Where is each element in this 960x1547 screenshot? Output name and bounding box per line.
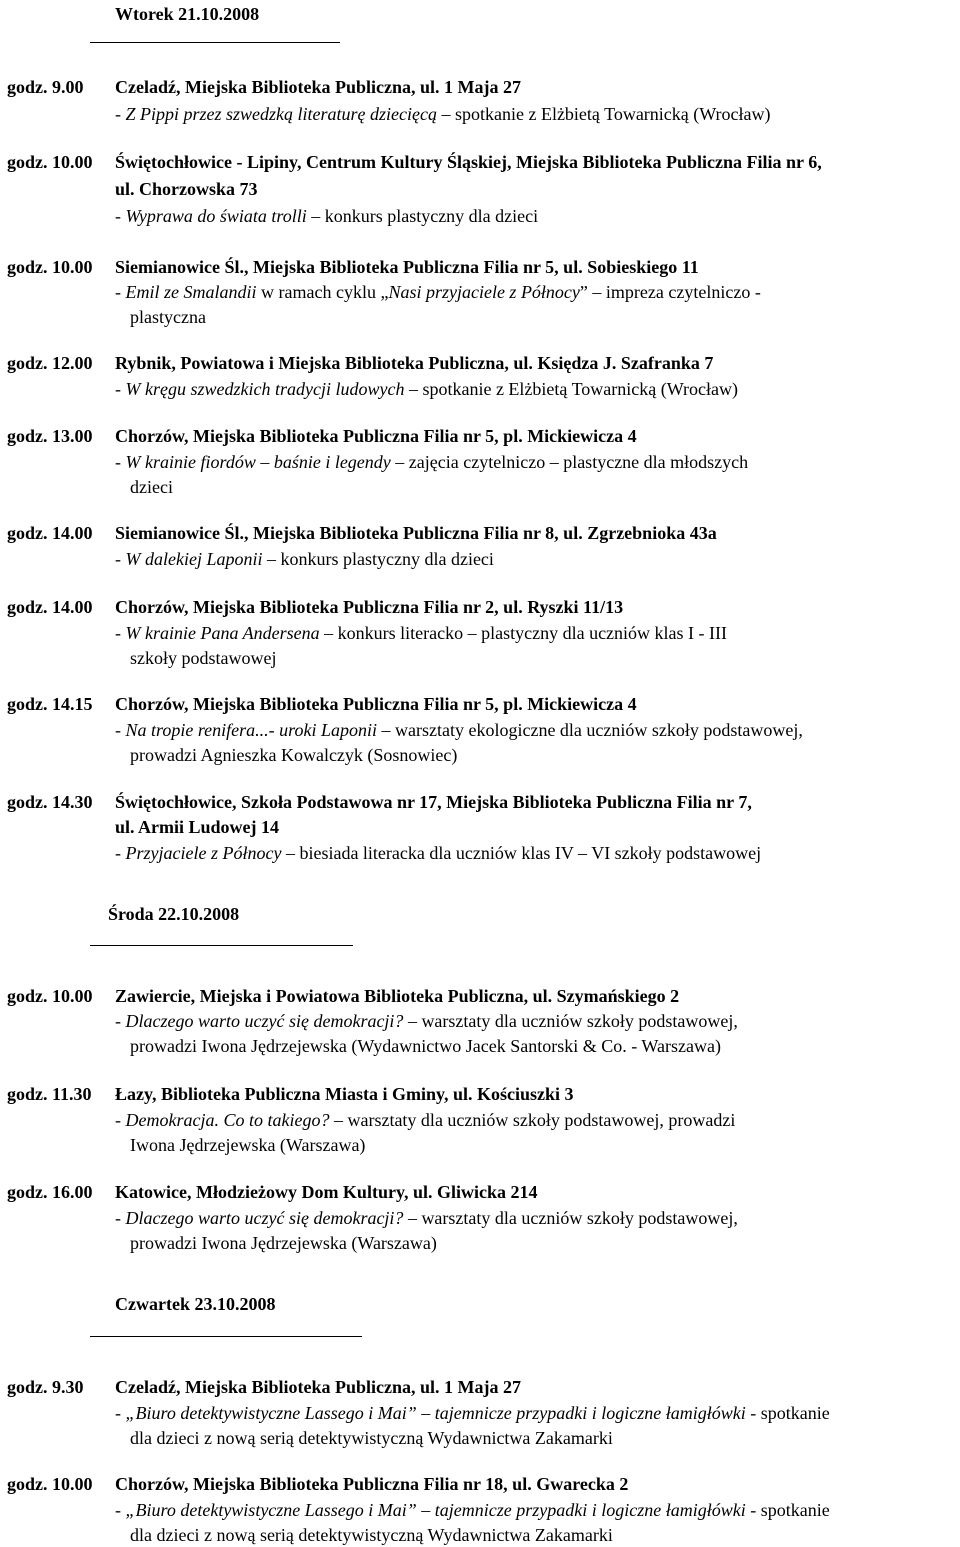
event-description — [130, 1133, 365, 1157]
event-description — [115, 1401, 830, 1425]
event-details: – konkurs literacko – plastyczny dla uczniów klas I - III — [319, 623, 728, 643]
event-time: godz. 14.00 — [7, 523, 93, 543]
event-title: Demokracja. Co to takiego? — [125, 1110, 330, 1130]
event-details: szkoły podstawowej — [130, 648, 277, 668]
event-description — [130, 475, 173, 499]
event-description — [115, 1009, 738, 1033]
day-heading: Czwartek 23.10.2008 — [115, 1294, 276, 1314]
event-title: Nasi przyjaciele z Północy — [388, 282, 580, 302]
event-description — [130, 1231, 437, 1255]
event-time: godz. 9.00 — [7, 77, 84, 97]
event-details: ” – impreza czytelniczo - — [579, 282, 761, 302]
event-title: Wyprawa do świata trolli — [125, 206, 307, 226]
event-description — [130, 1523, 613, 1547]
event-time: godz. 13.00 — [7, 426, 93, 446]
event-description — [115, 1498, 830, 1522]
event-title: Na tropie renifera...- uroki Laponii — [125, 720, 377, 740]
event-details: – warsztaty dla uczniów szkoły podstawowej, prowadzi — [329, 1110, 736, 1130]
event-place: Świętochłowice - Lipiny, Centrum Kultury Śląskiej, Miejska Biblioteka Publiczna Filia nr 6, — [115, 152, 822, 172]
event-place: Rybnik, Powiatowa i Miejska Biblioteka Publiczna, ul. Księdza J. Szafranka 7 — [115, 353, 714, 373]
event-place: Łazy, Biblioteka Publiczna Miasta i Gminy, ul. Kościuszki 3 — [115, 1084, 574, 1104]
dash: - — [115, 1011, 126, 1031]
event-title: „Biuro detektywistyczne Lassego i Mai” – tajemnicze przypadki i logiczne łamigłówki — [125, 1500, 746, 1520]
event-place: Czeladź, Miejska Biblioteka Publiczna, ul. 1 Maja 27 — [115, 77, 521, 97]
event-description — [115, 621, 727, 645]
event-details: w ramach cyklu „ — [256, 282, 389, 302]
event-place: Chorzów, Miejska Biblioteka Publiczna Filia nr 2, ul. Ryszki 11/13 — [115, 597, 624, 617]
dash: - — [115, 104, 126, 124]
event-place: Chorzów, Miejska Biblioteka Publiczna Filia nr 5, pl. Mickiewicza 4 — [115, 694, 637, 714]
event-details: prowadzi Iwona Jędrzejewska (Wydawnictwo Jacek Santorski & Co. - Warszawa) — [130, 1036, 721, 1056]
event-place: Katowice, Młodzieżowy Dom Kultury, ul. Gliwicka 214 — [115, 1182, 538, 1202]
event-place: Siemianowice Śl., Miejska Biblioteka Publiczna Filia nr 8, ul. Zgrzebnioka 43a — [115, 523, 717, 543]
day-heading: Środa 22.10.2008 — [108, 904, 240, 924]
event-details: – biesiada literacka dla uczniów klas IV – VI szkoły podstawowej — [281, 843, 762, 863]
event-description — [130, 743, 457, 767]
event-place: Chorzów, Miejska Biblioteka Publiczna Filia nr 18, ul. Gwarecka 2 — [115, 1474, 629, 1494]
event-time: godz. 14.00 — [7, 597, 93, 617]
event-details: prowadzi Iwona Jędrzejewska (Warszawa) — [130, 1233, 437, 1253]
event-description — [115, 450, 748, 474]
event-time: godz. 12.00 — [7, 353, 93, 373]
event-details: plastyczna — [130, 307, 206, 327]
dash: - — [115, 720, 126, 740]
event-description — [115, 377, 738, 401]
event-description — [130, 1034, 721, 1058]
event-title: W krainie Pana Andersena — [125, 623, 320, 643]
dash: - — [115, 1403, 126, 1423]
dash: - — [115, 1500, 126, 1520]
event-time: godz. 14.15 — [7, 694, 93, 714]
event-details: - spotkanie — [745, 1403, 830, 1423]
event-details: dzieci — [130, 477, 173, 497]
dash: - — [115, 206, 126, 226]
event-details: – warsztaty dla uczniów szkoły podstawowej, — [403, 1208, 738, 1228]
event-details: Iwona Jędrzejewska (Warszawa) — [130, 1135, 366, 1155]
event-time: godz. 16.00 — [7, 1182, 93, 1202]
event-description — [115, 547, 494, 571]
event-details: dla dzieci z nową serią detektywistyczną Wydawnictwa Zakamarki — [130, 1428, 613, 1448]
divider — [90, 1336, 362, 1337]
event-time: godz. 10.00 — [7, 986, 93, 1006]
event-title: Przyjaciele z Północy — [125, 843, 282, 863]
event-description — [130, 1426, 613, 1450]
event-title: Emil ze Smalandii — [125, 282, 257, 302]
event-details: - spotkanie — [745, 1500, 830, 1520]
event-time: godz. 11.30 — [7, 1084, 92, 1104]
day-heading: Wtorek 21.10.2008 — [115, 4, 260, 24]
event-description — [115, 204, 538, 228]
event-details: – warsztaty ekologiczne dla uczniów szkoły podstawowej, — [377, 720, 803, 740]
event-title: Dlaczego warto uczyć się demokracji? — [125, 1011, 404, 1031]
dash: - — [115, 282, 126, 302]
dash: - — [115, 379, 126, 399]
event-details: – zajęcia czytelniczo – plastyczne dla młodszych — [390, 452, 749, 472]
dash: - — [115, 623, 126, 643]
event-time: godz. 10.00 — [7, 1474, 93, 1494]
event-time: godz. 9.30 — [7, 1377, 84, 1397]
event-title: W dalekiej Laponii — [125, 549, 263, 569]
event-place: ul. Armii Ludowej 14 — [115, 817, 280, 837]
event-time: godz. 10.00 — [7, 152, 93, 172]
event-description — [115, 280, 761, 304]
event-title: Z Pippi przez szwedzką literaturę dziecięcą — [125, 104, 437, 124]
event-details: – konkurs plastyczny dla dzieci — [262, 549, 494, 569]
event-time: godz. 10.00 — [7, 257, 93, 277]
event-description — [115, 841, 761, 865]
dash: - — [115, 843, 126, 863]
event-description — [115, 1206, 738, 1230]
event-description — [130, 305, 206, 329]
dash: - — [115, 1110, 126, 1130]
event-title: „Biuro detektywistyczne Lassego i Mai” – tajemnicze przypadki i logiczne łamigłówki — [125, 1403, 746, 1423]
dash: - — [115, 452, 126, 472]
dash: - — [115, 549, 126, 569]
divider — [90, 945, 353, 946]
event-details: – warsztaty dla uczniów szkoły podstawowej, — [403, 1011, 738, 1031]
event-place: Czeladź, Miejska Biblioteka Publiczna, ul. 1 Maja 27 — [115, 1377, 521, 1397]
event-details: dla dzieci z nową serią detektywistyczną Wydawnictwa Zakamarki — [130, 1525, 613, 1545]
event-place: Świętochłowice, Szkoła Podstawowa nr 17, Miejska Biblioteka Publiczna Filia nr 7, — [115, 792, 752, 812]
event-title: W kręgu szwedzkich tradycji ludowych — [125, 379, 405, 399]
event-description — [115, 102, 771, 126]
event-description — [115, 1108, 735, 1132]
event-place: Siemianowice Śl., Miejska Biblioteka Publiczna Filia nr 5, ul. Sobieskiego 11 — [115, 257, 699, 277]
event-title: Dlaczego warto uczyć się demokracji? — [125, 1208, 404, 1228]
event-description — [130, 646, 276, 670]
event-place: Zawiercie, Miejska i Powiatowa Biblioteka Publiczna, ul. Szymańskiego 2 — [115, 986, 680, 1006]
dash: - — [115, 1208, 126, 1228]
divider — [90, 42, 340, 43]
event-place: Chorzów, Miejska Biblioteka Publiczna Filia nr 5, pl. Mickiewicza 4 — [115, 426, 637, 446]
event-description — [115, 718, 803, 742]
event-title: W krainie fiordów – baśnie i legendy — [125, 452, 391, 472]
event-time: godz. 14.30 — [7, 792, 93, 812]
event-details: prowadzi Agnieszka Kowalczyk (Sosnowiec) — [130, 745, 458, 765]
event-details: – spotkanie z Elżbietą Towarnicką (Wrocław) — [404, 379, 738, 399]
event-details: – spotkanie z Elżbietą Towarnicką (Wrocław) — [436, 104, 771, 124]
event-place: ul. Chorzowska 73 — [115, 179, 258, 199]
event-details: – konkurs plastyczny dla dzieci — [306, 206, 539, 226]
